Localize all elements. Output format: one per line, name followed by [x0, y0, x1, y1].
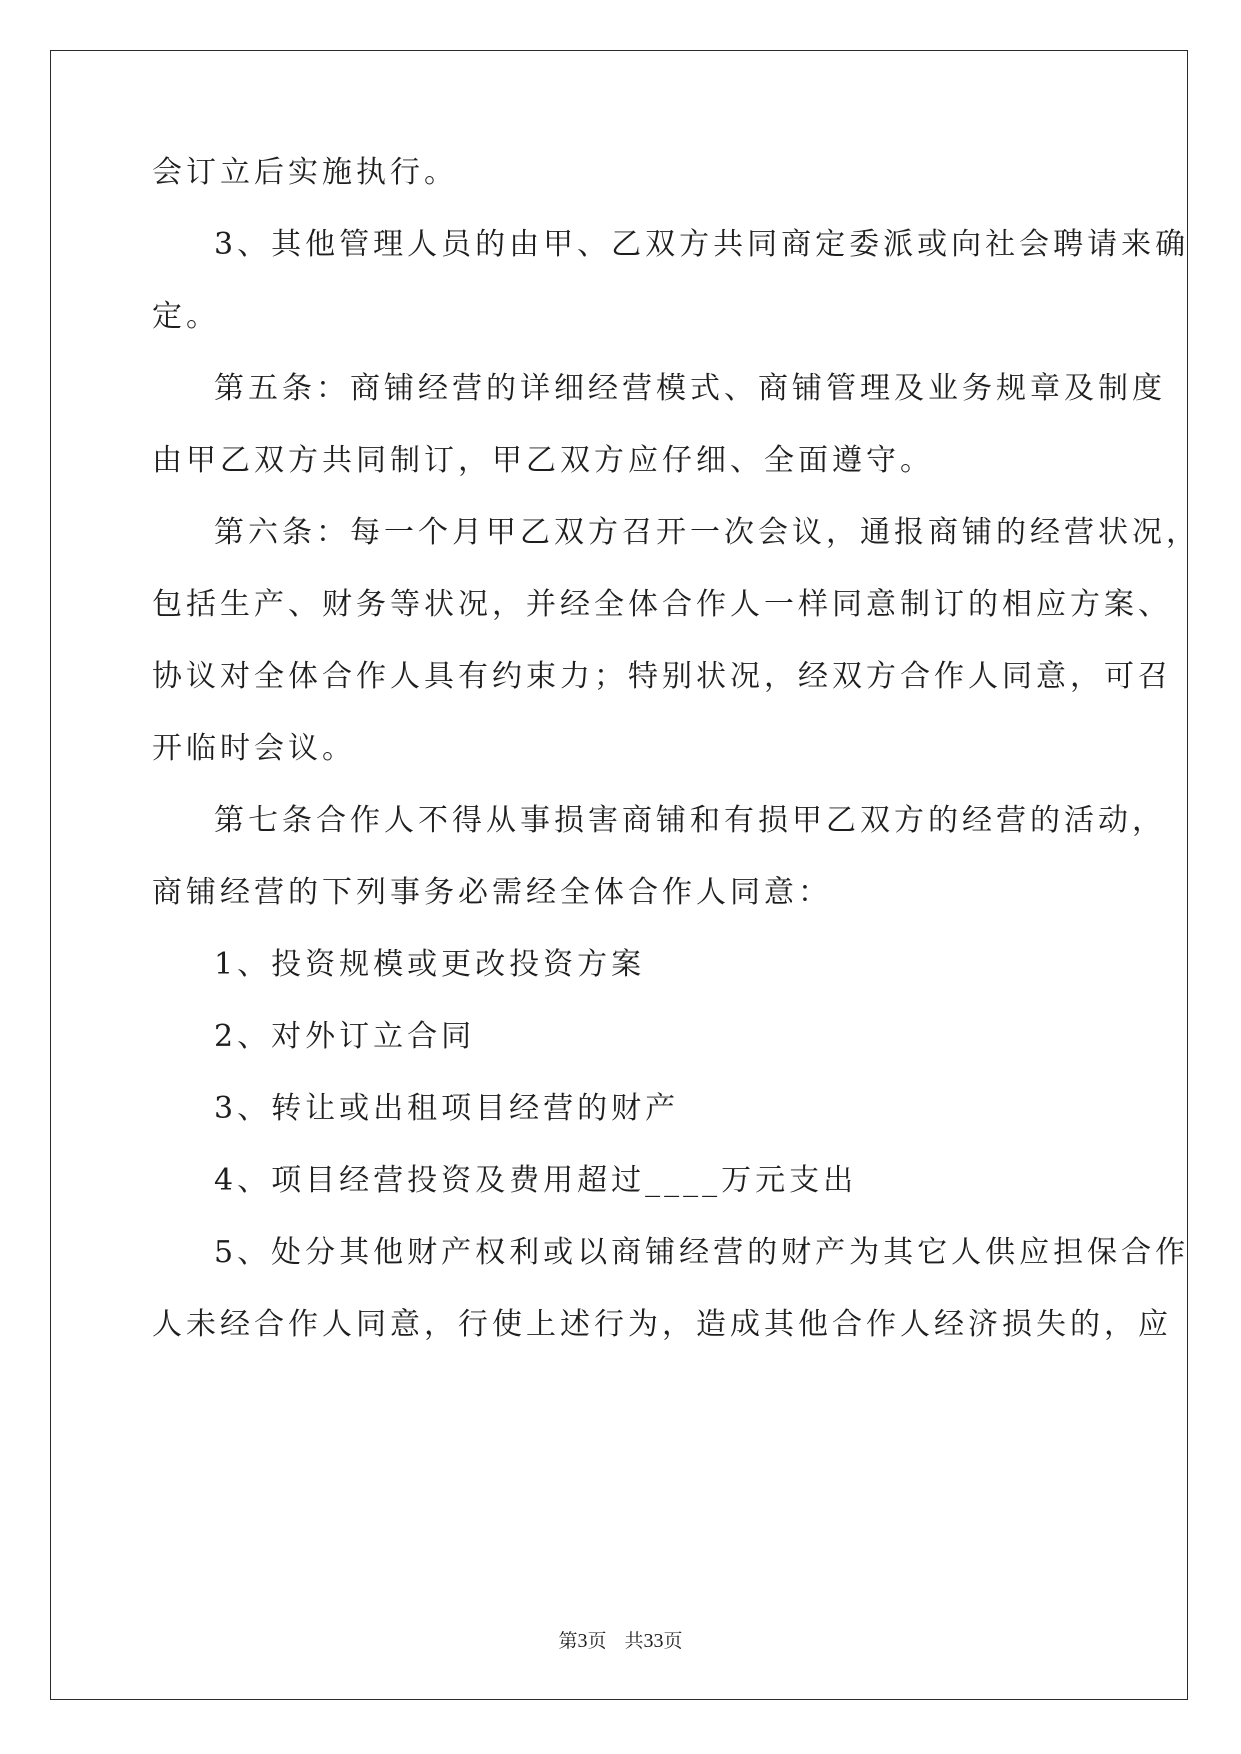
text-line: 开临时会议。	[152, 731, 356, 766]
text-line: 定。	[152, 299, 220, 334]
page-suffix: 页	[587, 1630, 607, 1652]
total-prefix: 共	[624, 1630, 644, 1652]
text-line: 3、其他管理人员的由甲、乙双方共同商定委派或向社会聘请来确	[214, 227, 1190, 262]
text-line: 协议对全体合作人具有约束力；特别状况，经双方合作人同意，可召	[152, 659, 1172, 694]
list-item: 5、处分其他财产权利或以商铺经营的财产为其它人供应担保合作	[214, 1235, 1190, 1270]
page-footer	[0, 1629, 1241, 1653]
text-line: 由甲乙双方共同制订，甲乙双方应仔细、全面遵守。	[152, 443, 934, 478]
text-line: 第七条合作人不得从事损害商铺和有损甲乙双方的经营的活动，	[214, 803, 1166, 838]
text-line: 人未经合作人同意，行使上述行为，造成其他合作人经济损失的，应	[152, 1307, 1172, 1342]
list-item: 4、项目经营投资及费用超过____万元支出	[214, 1163, 858, 1198]
list-item: 1、投资规模或更改投资方案	[214, 947, 646, 982]
total-pages: 33	[643, 1630, 664, 1652]
list-item: 2、对外订立合同	[214, 1019, 476, 1054]
list-item: 3、转让或出租项目经营的财产	[214, 1091, 680, 1126]
text-line: 包括生产、财务等状况，并经全体合作人一样同意制订的相应方案、	[152, 587, 1172, 622]
total-suffix: 页	[663, 1630, 683, 1652]
page-number: 3	[577, 1630, 588, 1652]
text-line: 会订立后实施执行。	[152, 155, 458, 190]
page-prefix: 第	[558, 1630, 578, 1652]
text-line: 第六条：每一个月甲乙双方召开一次会议，通报商铺的经营状况，	[214, 515, 1200, 550]
text-line: 第五条：商铺经营的详细经营模式、商铺管理及业务规章及制度	[214, 371, 1166, 406]
text-line: 商铺经营的下列事务必需经全体合作人同意：	[152, 875, 832, 910]
